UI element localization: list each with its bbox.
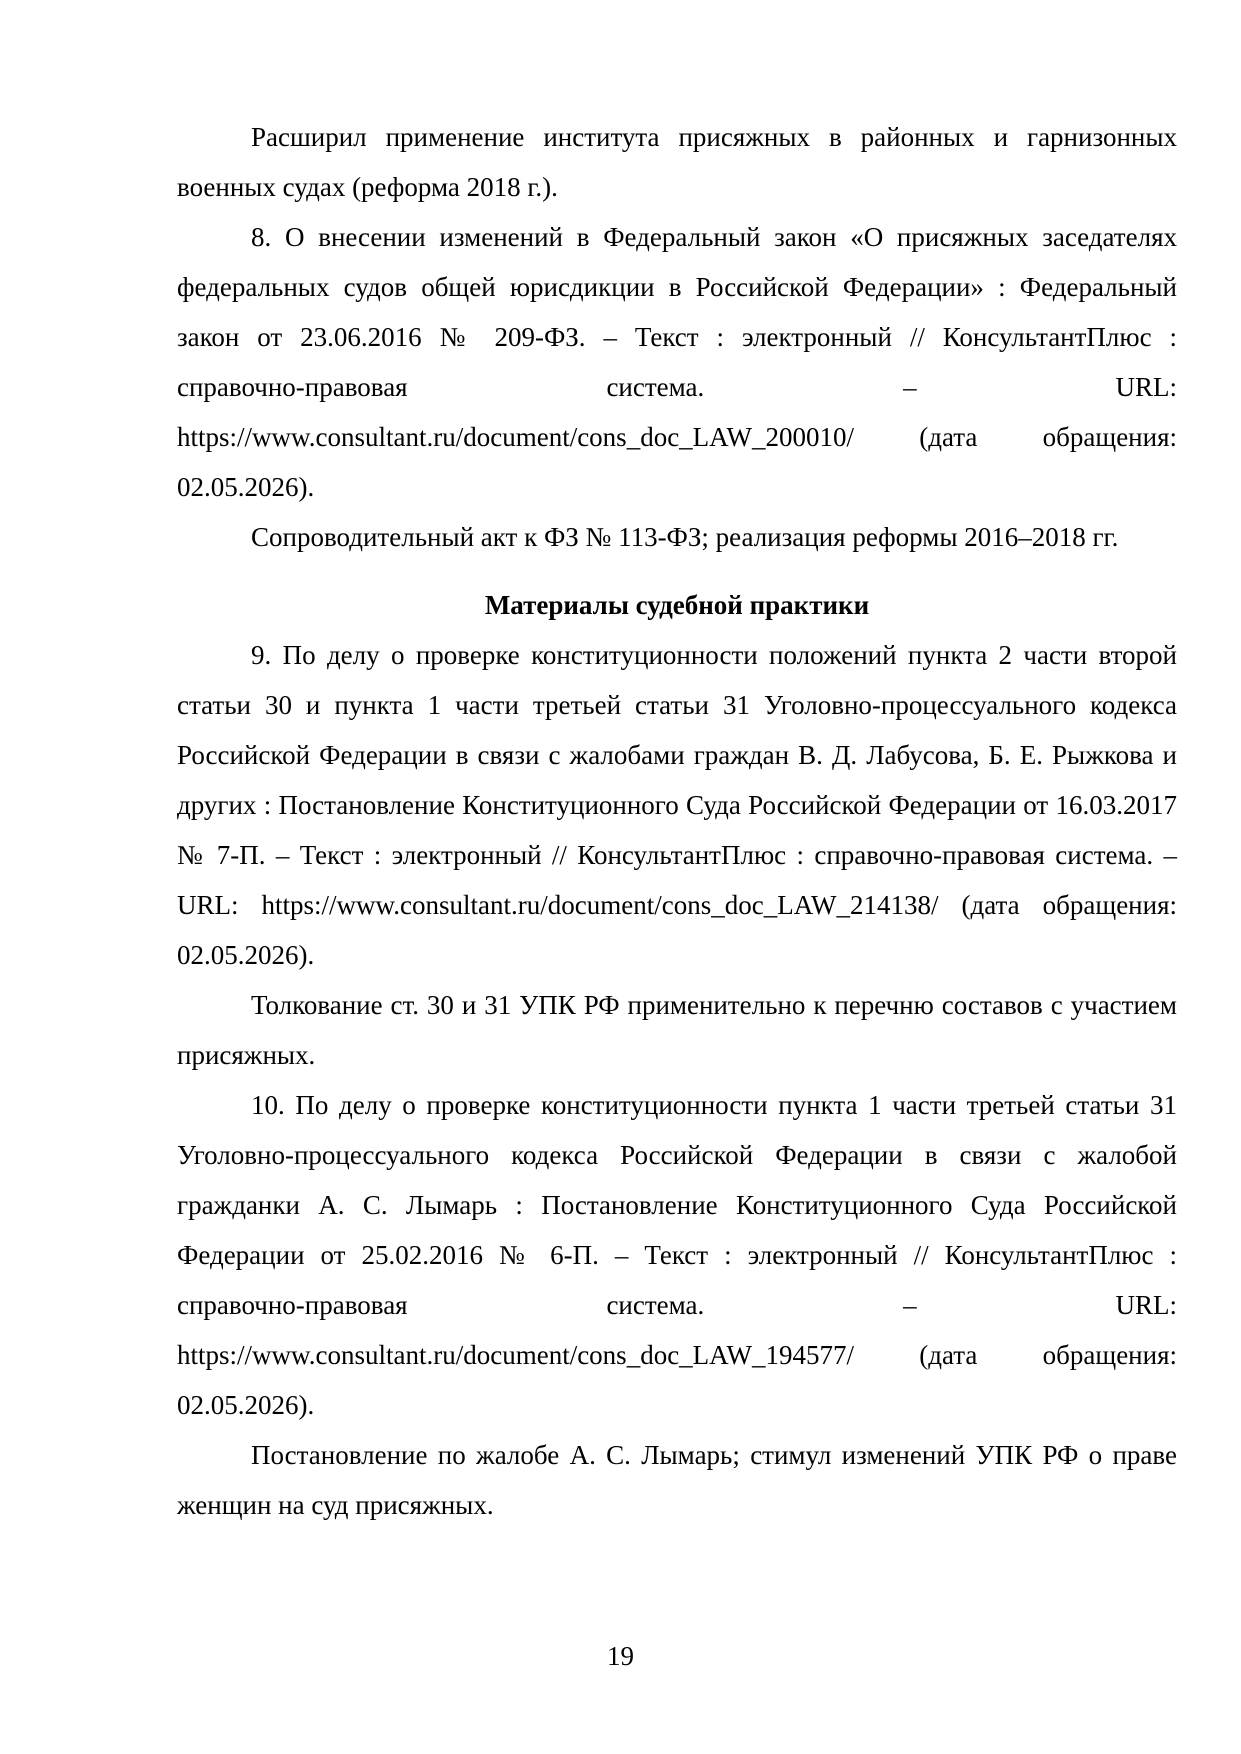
paragraph-annotation-10: Постановление по жалобе А. С. Лымарь; стимул изменений УПК РФ о праве женщин на суд присяжных. bbox=[177, 1440, 1177, 1520]
reference-item-9: 9. По делу о проверке конституционности положений пункта 2 части второй статьи 30 и пункта 1 части третьей статьи 31 Уголовно-процессуального кодекса Российской Федерации в связи с жалобами граждан В. Д. Лабусова, Б. Е. Рыжкова и других : Постановление Конституционного Суда Российской Федерации от 16.03.2017 № 7-П. – Текст : электронный // КонсультантПлюс : справочно-правовая система. – URL: https://www.consultant.ru/document/cons_doc_LAW_214138/ (дата обращения: 02.05.2026). bbox=[177, 640, 1177, 970]
reference-item-10: 10. По делу о проверке конституционности пункта 1 части третьей статьи 31 Уголовно-процессуального кодекса Российской Федерации в связи с жалобой гражданки А. С. Лымарь : Постановление Конституционного Суда Российской Федерации от 25.02.2016 № 6-П. – Текст : электронный // КонсультантПлюс : справочно-правовая система. – URL: https://www.consultant.ru/document/cons_doc_LAW_194577/ (дата обращения: 02.05.2026). bbox=[177, 1090, 1177, 1420]
reference-item-8: 8. О внесении изменений в Федеральный закон «О присяжных заседателях федеральных судов общей юрисдикции в Российской Федерации» : Федеральный закон от 23.06.2016 № 209-ФЗ. – Текст : электронный // КонсультантПлюс : справочно-правовая система. – URL: https://www.consultant.ru/document/cons_doc_LAW_200010/ (дата обращения: 02.05.2026). bbox=[177, 222, 1177, 502]
paragraph-annotation-8: Сопроводительный акт к ФЗ № 113-ФЗ; реализация реформы 2016–2018 гг. bbox=[251, 522, 1119, 552]
document-body bbox=[177, 112, 1177, 1530]
paragraph-reform-2018: Расширил применение института присяжных в районных и гарнизонных военных судах (реформа 2018 г.). bbox=[177, 122, 1177, 202]
section-heading: Материалы судебной практики bbox=[484, 590, 870, 620]
paragraph-annotation-9: Толкование ст. 30 и 31 УПК РФ применительно к перечню составов с участием присяжных. bbox=[177, 990, 1177, 1070]
page-number: 19 bbox=[607, 1641, 634, 1671]
